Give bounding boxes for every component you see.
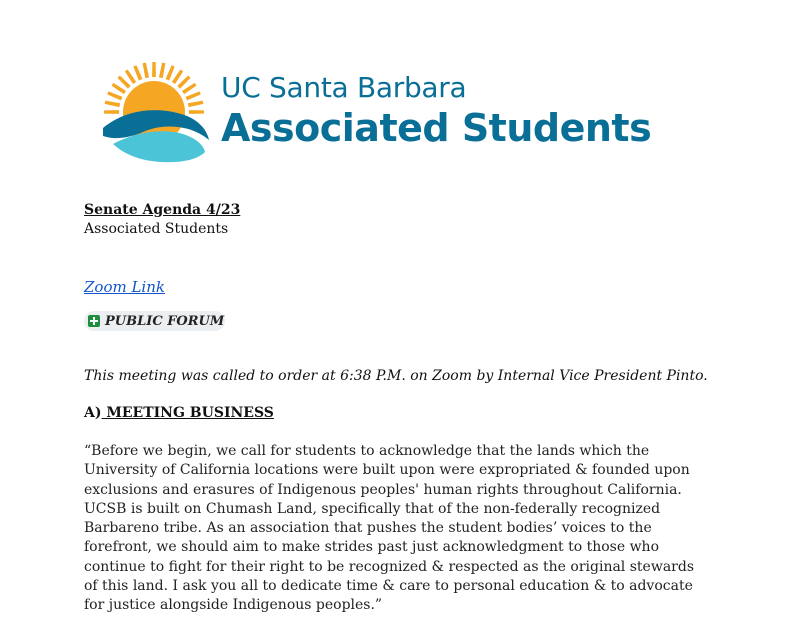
sun-ray (177, 75, 190, 88)
sun-ray (125, 70, 136, 84)
sun-ray (143, 63, 149, 78)
land-acknowledgment-paragraph: “Before we begin, we call for students to acknowledge that the lands which the University of California locations were built upon were expropriated & founded upon exclusions and erasures of Indigenous peoples' human rights throughout California. UCSB is built on Chumash Land, specifically that of the non-federally recognized Barbareno tribe. As an association that pushes the student bodies’ voices to the forefront, we should aim to make strides past just acknowledgment to those who continue to fight for their right to be recognized & respected as the original stewards of this land. I ask you all to dedicate time & care to personal education & to advocate for justice alongside Indigenous peoples.” (84, 443, 694, 614)
section-a-prefix: A) (84, 405, 102, 421)
sun-ray (152, 62, 156, 77)
as-ucsb-logo (99, 60, 705, 165)
sun-ray (107, 91, 122, 100)
sun-ray (133, 65, 142, 80)
sun-ray (186, 91, 201, 100)
logo-line-ucsb: UC Santa Barbara (221, 71, 467, 104)
public-forum-chip[interactable] (84, 311, 225, 331)
sun-ray (105, 101, 120, 107)
sun-ray (182, 83, 196, 94)
logo-line-associated-students: Associated Students (221, 106, 652, 150)
sun-ray (166, 65, 175, 80)
plus-icon (88, 315, 100, 327)
public-forum-label: PUBLIC FORUM (105, 313, 225, 329)
call-to-order-line: This meeting was called to order at 6:38 P.M. on Zoom by Internal Vice President Pinto. (84, 368, 708, 384)
sun-ray (112, 83, 126, 94)
agenda-title: Senate Agenda 4/23 (84, 202, 241, 218)
section-a-title: MEETING BUSINESS (101, 405, 274, 421)
sun-ray (188, 101, 203, 107)
document-body (84, 201, 724, 616)
sun-wave-logo-icon (99, 60, 211, 165)
sun-ray (159, 63, 165, 78)
sun-ray (172, 70, 183, 84)
section-a-heading (84, 404, 724, 422)
zoom-link[interactable]: Zoom Link (84, 278, 165, 296)
organization-name: Associated Students (84, 221, 229, 237)
sun-ray (104, 110, 119, 114)
sun-ray (117, 75, 130, 88)
sun-ray (189, 110, 204, 114)
